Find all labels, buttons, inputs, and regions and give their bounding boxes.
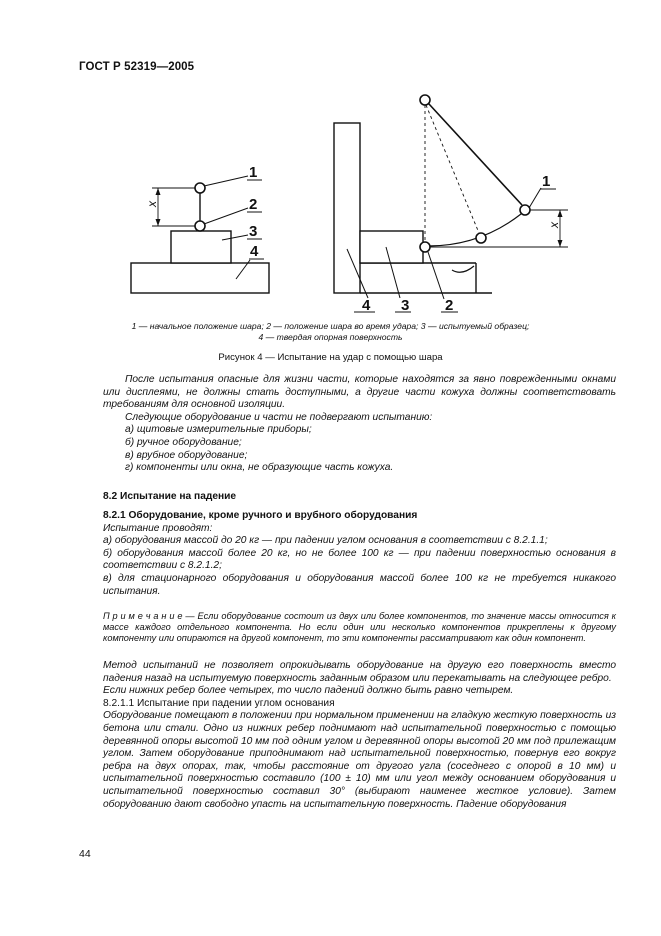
left-test-sample: [171, 231, 231, 263]
right-ball-initial: [520, 205, 530, 215]
legend-line-2: 4 — твердая опорная поверхность: [258, 332, 403, 342]
left-callout-4: 4: [250, 243, 259, 260]
paragraph-1: После испытания опасные для жизни части, которые находятся за явно поврежденными окнами или дисплеями, не должны стать доступными, а другие части кожуха должны соответствовать требованиям для основной изоляции.: [103, 374, 616, 411]
impact-test-figure: [0, 0, 661, 320]
body-block-3: [103, 510, 616, 598]
right-vertical-wall: [334, 123, 360, 293]
right-callout-4: 4: [362, 297, 371, 314]
left-callout-1: 1: [249, 164, 258, 181]
right-callout-2: 2: [445, 297, 454, 314]
body-block-1: [103, 374, 616, 475]
figure-legend: [60, 321, 601, 343]
right-ball-impact: [420, 242, 430, 252]
right-callout-3: 3: [401, 297, 410, 314]
right-test-sample: [360, 231, 423, 263]
right-ball-mid: [476, 233, 486, 243]
document-header: ГОСТ Р 52319—2005: [79, 61, 195, 73]
left-callout-2: 2: [249, 196, 258, 213]
left-support-surface: [131, 263, 269, 293]
list-item-b: б) ручное оборудование;: [125, 436, 242, 448]
item-c: в) для стационарного оборудования и оборудования массой более 100 кг не требуется никакого испытания.: [103, 572, 616, 597]
paragraph-6: Оборудование помещают в положении при нормальном применении на гладкую жесткую поверхность из бетона или стали. Одно из нижних ребер поднимают над испытательной поверхностью с помощью деревянной опоры высотой 10 мм под одним углом и деревянной опоры высотой 20 мм под прилежащим углом. Затем оборудование приподнимают над испытательной поверхностью, повернув его вокруг ребра на двух опорах, так, чтобы расстояние от другого угла (соседнего с опорой в 10 мм) и испытательной поверхностью составило (100 ± 10) мм или угол между основанием оборудования и испытательной поверхностью составил 30° (выбирают наименее жесткое условие). Затем оборудованию дают свободно упасть на испытательную поверхность. Падение оборудования: [103, 710, 616, 810]
left-ball-impact: [195, 221, 205, 231]
note-text: Если оборудование состоит из двух или более компонентов, то значение массы относится к массе каждого отдельного компонента. Но если один или несколько компонентов прикреплены к другому компоненту или опираются на другой компонент, то эти компоненты рассматривают как один компонент.: [103, 611, 616, 644]
right-dim-x: x: [547, 222, 561, 228]
paragraph-3: Испытание проводят:: [103, 522, 213, 534]
paragraph-4: Метод испытаний не позволяет опрокидывать оборудование на другую его поверхность вместо падения назад на испытуемую поверхность заданным образом или перекатывать на следующее ребро.: [103, 660, 616, 684]
left-ball-initial: [195, 183, 205, 193]
item-b: б) оборудования массой более 20 кг, но не более 100 кг — при падении поверхностью основания в соответствии с 8.2.1.2;: [103, 547, 616, 572]
list-item-c: в) врубное оборудование;: [125, 449, 248, 461]
body-block-4: [103, 660, 616, 811]
pendulum-pivot: [420, 95, 430, 105]
section-8-2-heading: 8.2 Испытание на падение: [103, 491, 237, 502]
section-8-2-1-1-heading: 8.2.1.1 Испытание при падении углом основания: [103, 697, 335, 709]
body-block-2: [103, 491, 616, 504]
list-item-d: г) компоненты или окна, не образующие часть кожуха.: [125, 462, 394, 474]
item-a: а) оборудования массой до 20 кг — при падении углом основания в соответствии с 8.2.1.1;: [103, 535, 548, 547]
page-number: 44: [79, 848, 91, 860]
note-block: [103, 611, 616, 645]
section-8-2-1-heading: 8.2.1 Оборудование, кроме ручного и врубного оборудования: [103, 510, 418, 521]
left-callout-3: 3: [249, 223, 258, 240]
legend-line-1: 1 — начальное положение шара; 2 — положение шара во время удара; 3 — испытуемый образец;: [131, 321, 530, 331]
figure-title: Рисунок 4 — Испытание на удар с помощью шара: [218, 352, 443, 363]
note-paragraph: [103, 611, 616, 645]
paragraph-2: Следующие оборудование и части не подвергают испытанию:: [125, 411, 433, 423]
note-label: П р и м е ч а н и е —: [103, 611, 195, 621]
left-dim-x: x: [145, 201, 159, 207]
list-item-a: а) щитовые измерительные приборы;: [125, 424, 312, 436]
right-callout-1: 1: [542, 173, 551, 190]
paragraph-5: Если нижних ребер более четырех, то число падений должно быть равно четырем.: [103, 685, 514, 697]
